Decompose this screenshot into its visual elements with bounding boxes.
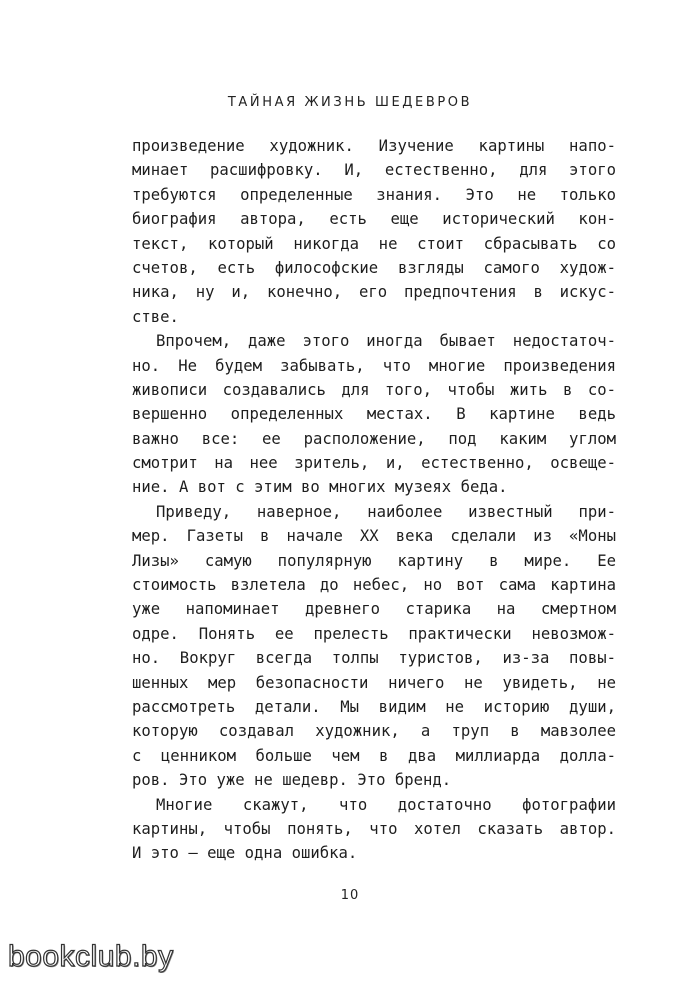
text-line: с ценником больше чем в два миллиарда долла- xyxy=(132,746,616,765)
text-line: стве. xyxy=(132,307,179,326)
paragraph-3 xyxy=(132,500,616,793)
text-line: произведение художник. Изучение картины напо- xyxy=(132,137,616,155)
text-line: И это — еще одна ошибка. xyxy=(132,844,358,863)
text-line: картины, чтобы понять, что хотел сказать автор. xyxy=(132,819,616,838)
text-line: текст, который никогда не стоит сбрасывать со xyxy=(132,234,616,253)
text-line: рассмотреть детали. Мы видим не историю души, xyxy=(132,697,616,716)
page-number: 10 xyxy=(340,888,360,903)
paragraph-2 xyxy=(132,329,616,500)
text-line: шенных мер безопасности ничего не увидеть, не xyxy=(132,673,616,692)
text-line: Лизы» самую популярную картину в мире. Ее xyxy=(132,551,616,570)
text-line: смотрит на нее зритель, и, естественно, освеще- xyxy=(132,454,616,473)
text-line: одре. Понять ее прелесть практически невозмож- xyxy=(132,624,616,643)
text-line: минает расшифровку. И, естественно, для этого xyxy=(132,161,616,180)
text-line: счетов, есть философские взгляды самого худож- xyxy=(132,258,616,277)
text-line: важно все: ее расположение, под каким углом xyxy=(132,429,616,448)
paragraph-4 xyxy=(132,793,616,866)
text-line: биография автора, есть еще исторический кон- xyxy=(132,210,616,229)
text-line: Многие скажут, что достаточно фотографии xyxy=(156,795,616,814)
paragraph-1 xyxy=(132,134,616,329)
text-line: требуются определенные знания. Это не только xyxy=(132,185,616,204)
text-line: живописи создавались для того, чтобы жить в со- xyxy=(132,380,616,399)
watermark: bookclub.by xyxy=(8,940,174,973)
text-line: ние. А вот с этим во многих музеях беда. xyxy=(132,478,508,497)
text-line: уже напоминает древнего старика на смертном xyxy=(132,600,616,619)
text-line: мер. Газеты в начале XX века сделали из «Моны xyxy=(132,527,616,546)
text-line: ника, ну и, конечно, его предпочтения в искус- xyxy=(132,283,616,302)
text-line: вершенно определенных местах. В картине ведь xyxy=(132,405,616,424)
text-line: стоимость взлетела до небес, но вот сама картина xyxy=(132,576,616,595)
body-text xyxy=(132,134,616,866)
text-line: Приведу, наверное, наиболее известный при- xyxy=(156,502,616,521)
text-line: но. Не будем забывать, что многие произведения xyxy=(132,356,616,375)
text-line: Впрочем, даже этого иногда бывает недостаточ- xyxy=(156,332,616,351)
text-line: но. Вокруг всегда толпы туристов, из-за повы- xyxy=(132,649,616,668)
text-line: ров. Это уже не шедевр. Это бренд. xyxy=(132,771,452,790)
text-line: которую создавал художник, а труп в мавзолее xyxy=(132,722,616,741)
running-title: ТАЙНАЯ ЖИЗНЬ ШЕДЕВРОВ xyxy=(227,95,473,110)
